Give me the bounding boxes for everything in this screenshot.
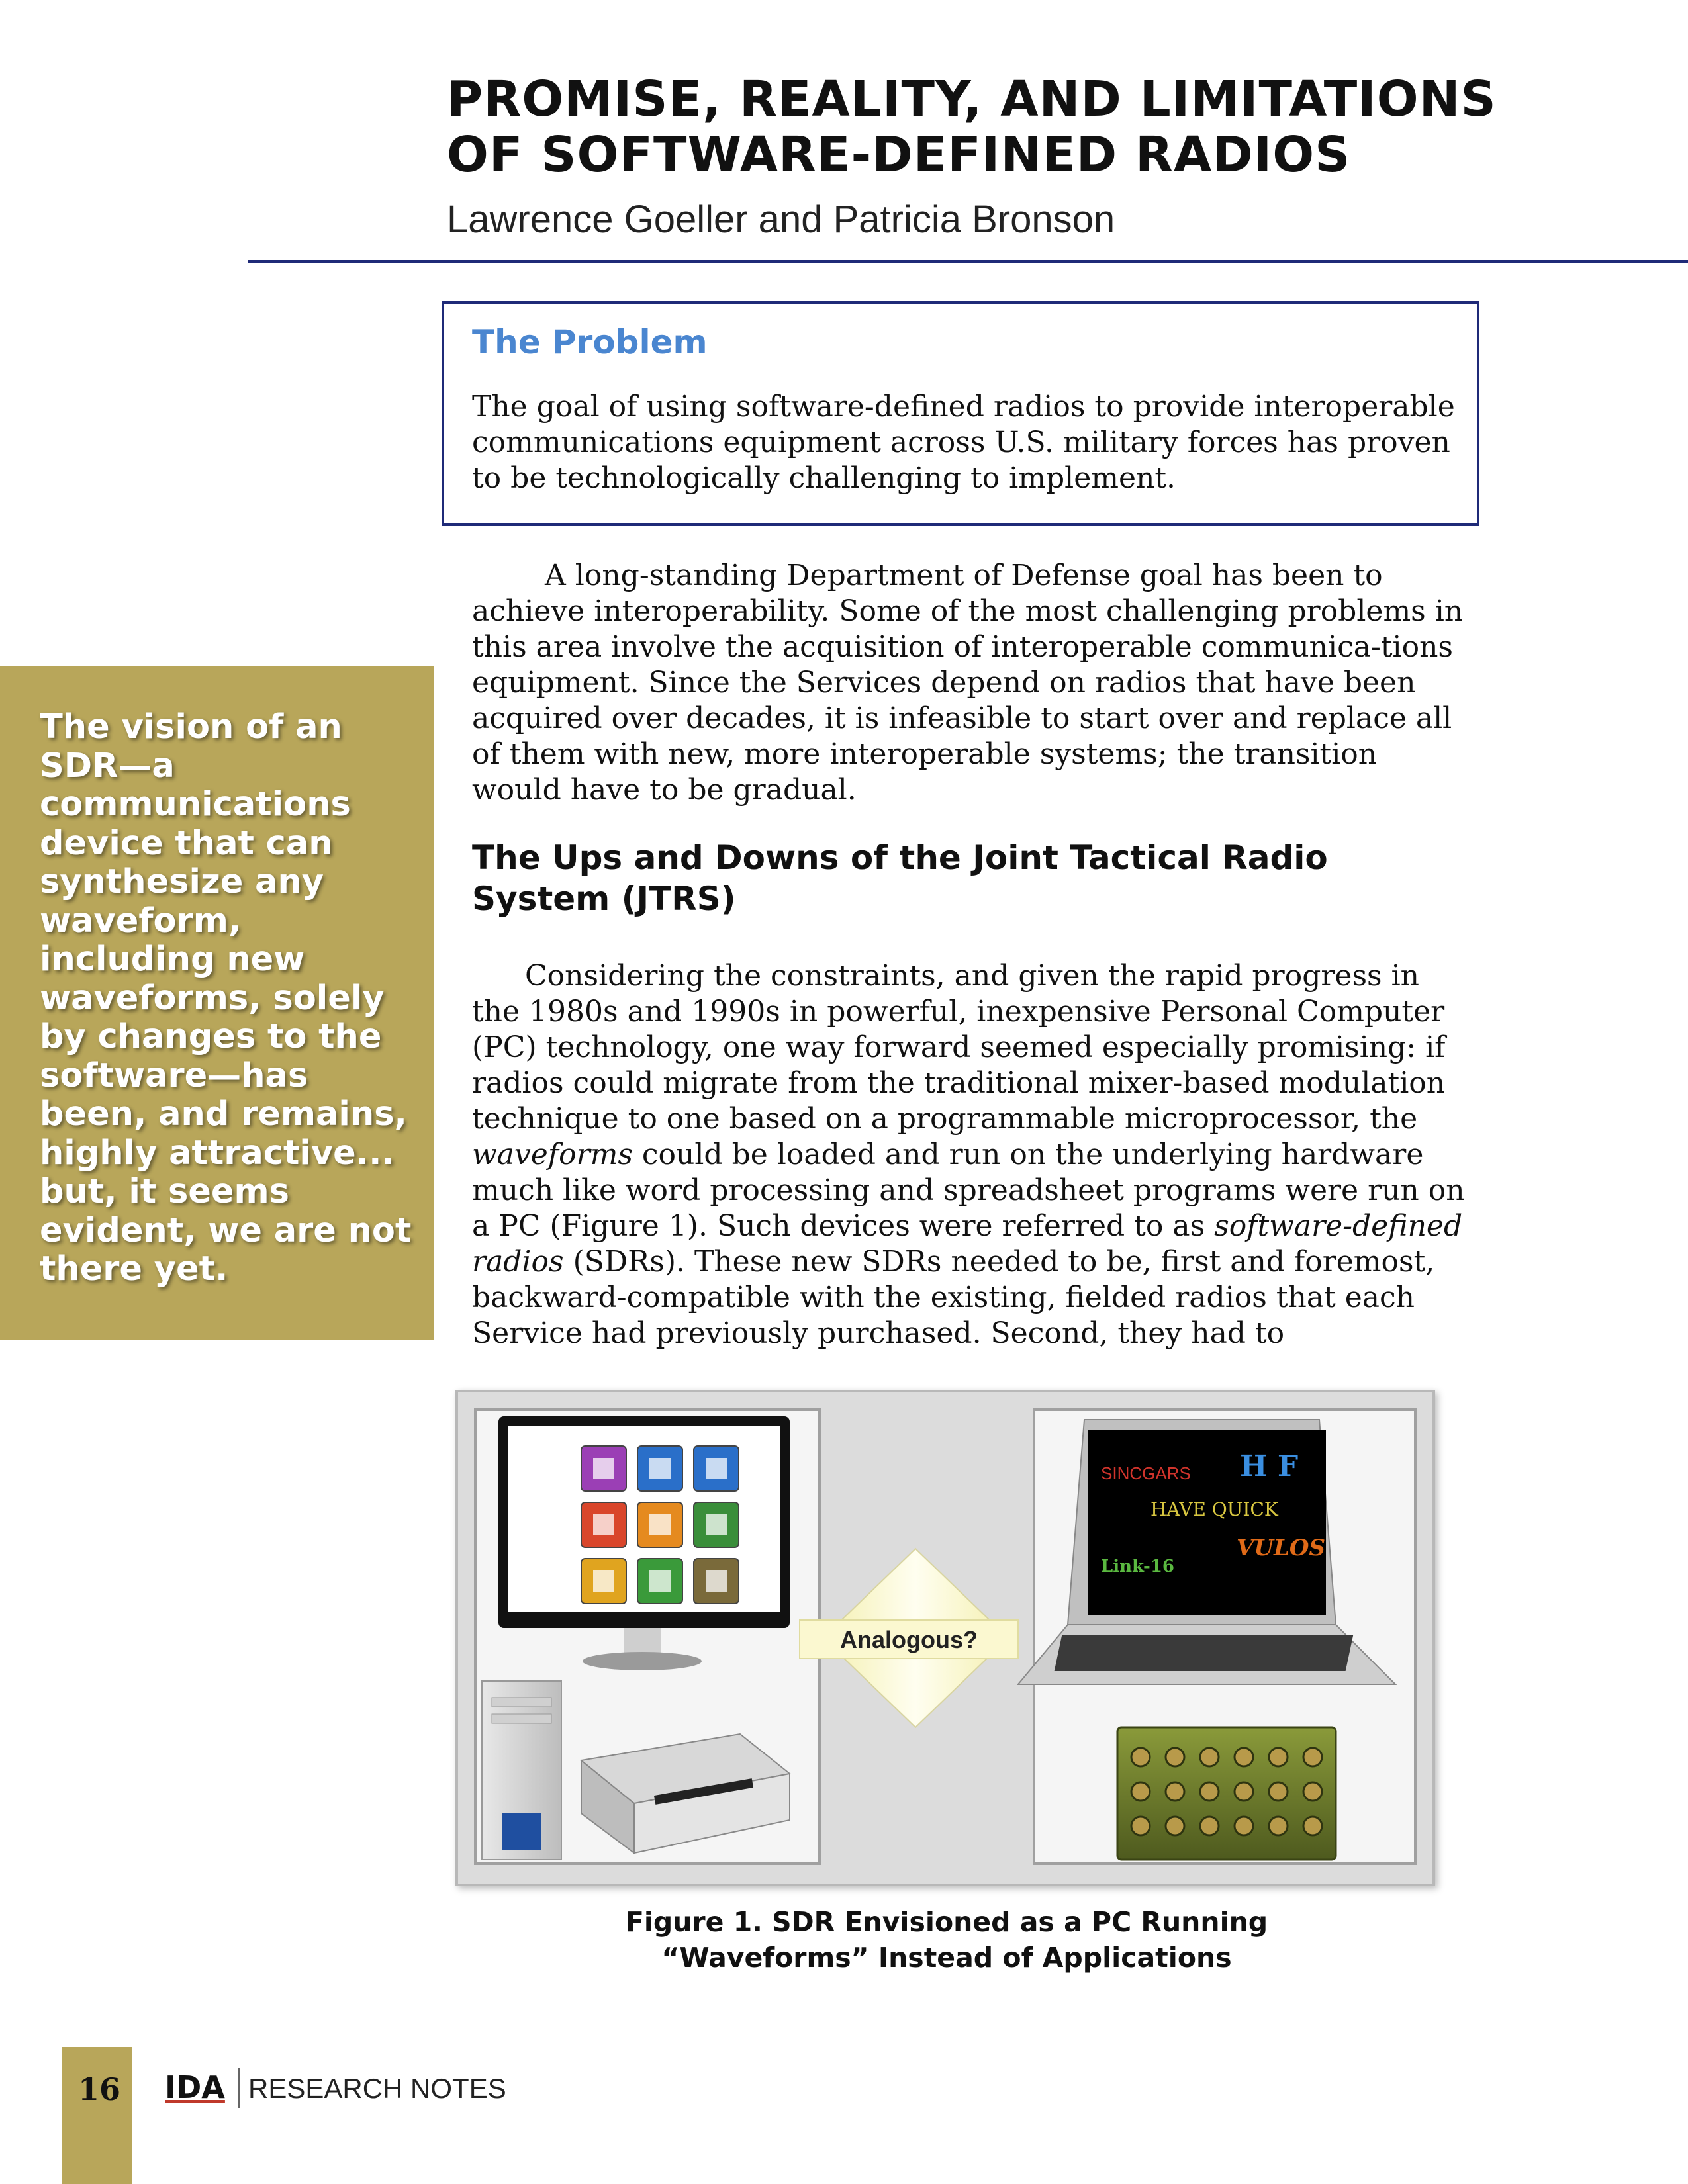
app-icon-glyph — [649, 1458, 671, 1479]
laptop-keys — [1055, 1635, 1354, 1671]
waveform-sincgars: SINCGARS — [1101, 1463, 1191, 1483]
app-icon-glyph — [706, 1514, 727, 1535]
para2-text-2: could be loaded and run on the underlying hardware much like word processing and spreadsheet programs were run on a PC (Figure 1). Such devices were referred to as — [472, 1138, 1465, 1243]
footer-label: RESEARCH NOTES — [248, 2073, 506, 2104]
pc-tower-panel — [502, 1813, 541, 1850]
caption-line-1: Figure 1. SDR Envisioned as a PC Running — [625, 1906, 1268, 1938]
footer-divider — [238, 2068, 240, 2108]
para2-italic-sdr: software-defined radios — [472, 1209, 1463, 1279]
app-icon-glyph — [649, 1570, 671, 1592]
pc-tower-drive-2 — [492, 1714, 551, 1723]
app-icon-glyph — [649, 1514, 671, 1535]
ida-logo: IDA — [165, 2070, 225, 2105]
radio-connector — [1166, 1817, 1184, 1835]
radio-connector — [1235, 1748, 1253, 1766]
waveform-hf: H F — [1240, 1449, 1299, 1483]
app-icons-grid — [581, 1446, 739, 1604]
pullquote-text: The vision of an SDR—a communications device that can synthesize any waveform, including new waveforms, solely by changes to the software—has been, and remains, highly attractive... but, it seems evident, we are not there yet. — [40, 707, 412, 1289]
body-paragraph-1 — [472, 558, 1465, 808]
title-line-1: PROMISE, REALITY, AND LIMITATIONS — [447, 71, 1497, 128]
authors: Lawrence Goeller and Patricia Bronson — [447, 198, 1115, 241]
para2-text-3: (SDRs). These new SDRs needed to be, first and foremost, backward-compatible with the existing, fielded radios that each Service had previously purchased. Second, they had to — [472, 1245, 1435, 1350]
radio-connector — [1131, 1817, 1150, 1835]
body-paragraph-2 — [472, 958, 1465, 1351]
radio-connector — [1303, 1748, 1322, 1766]
app-icon-glyph — [593, 1458, 614, 1479]
app-icon-glyph — [706, 1570, 727, 1592]
waveform-vulos: VULOS — [1237, 1535, 1326, 1561]
para2-italic-waveforms: waveforms — [472, 1138, 633, 1171]
caption-line-2: “Waveforms” Instead of Applications — [661, 1942, 1232, 1974]
page-number: 16 — [78, 2071, 121, 2107]
title-line-2: OF SOFTWARE-DEFINED RADIOS — [447, 126, 1351, 183]
radio-connector — [1269, 1817, 1288, 1835]
article-title — [447, 71, 1678, 183]
pc-tower-drive — [492, 1698, 551, 1707]
radio-connector — [1131, 1782, 1150, 1801]
title-rule — [248, 260, 1688, 263]
radio-connector — [1269, 1748, 1288, 1766]
radio-connector — [1200, 1782, 1219, 1801]
para2-text-1: Considering the constraints, and given the rapid progress in the 1980s and 1990s in powerful, inexpensive Personal Computer (PC) technology, one way forward seemed especially promising: if radios could migrate from the traditional mixer-based modulation technique to one based on a programmable microprocessor, the — [472, 959, 1446, 1136]
body-paragraph-1-text: A long-standing Department of Defense goal has been to achieve interoperability. Some of the most challenging problems in this area involve the acquisition of interoperable communica-tions equipment. Since the Services depend on radios that have been acquired over decades, it is infeasible to start over and replace all of them with new, more interoperable systems; the transition would have to be gradual. — [472, 559, 1464, 807]
waveform-have-quick: HAVE QUICK — [1150, 1498, 1278, 1520]
radio-connector — [1235, 1817, 1253, 1835]
radio-connector — [1269, 1782, 1288, 1801]
problem-text: The goal of using software-defined radios to provide interoperable communications equipment across U.S. military forces has proven to be technologically challenging to implement. — [472, 390, 1455, 495]
radio-connector — [1303, 1782, 1322, 1801]
problem-heading: The Problem — [472, 323, 708, 361]
radio-connector — [1235, 1782, 1253, 1801]
radio-connector — [1200, 1817, 1219, 1835]
app-icon-glyph — [593, 1514, 614, 1535]
waveform-link16: Link-16 — [1101, 1557, 1174, 1576]
monitor-base — [583, 1652, 702, 1670]
app-icon-glyph — [593, 1570, 614, 1592]
radio-connector — [1166, 1782, 1184, 1801]
radio-connector — [1303, 1817, 1322, 1835]
figure-illustration — [455, 1390, 1435, 1886]
section-heading: The Ups and Downs of the Joint Tactical Radio System (JTRS) — [472, 839, 1328, 918]
radio-connector — [1166, 1748, 1184, 1766]
analogous-label: Analogous? — [840, 1626, 978, 1653]
radio-connector — [1131, 1748, 1150, 1766]
figure-caption — [457, 1904, 1436, 1976]
radio-connector — [1200, 1748, 1219, 1766]
footer-gold-strip — [62, 2047, 132, 2184]
app-icon-glyph — [706, 1458, 727, 1479]
